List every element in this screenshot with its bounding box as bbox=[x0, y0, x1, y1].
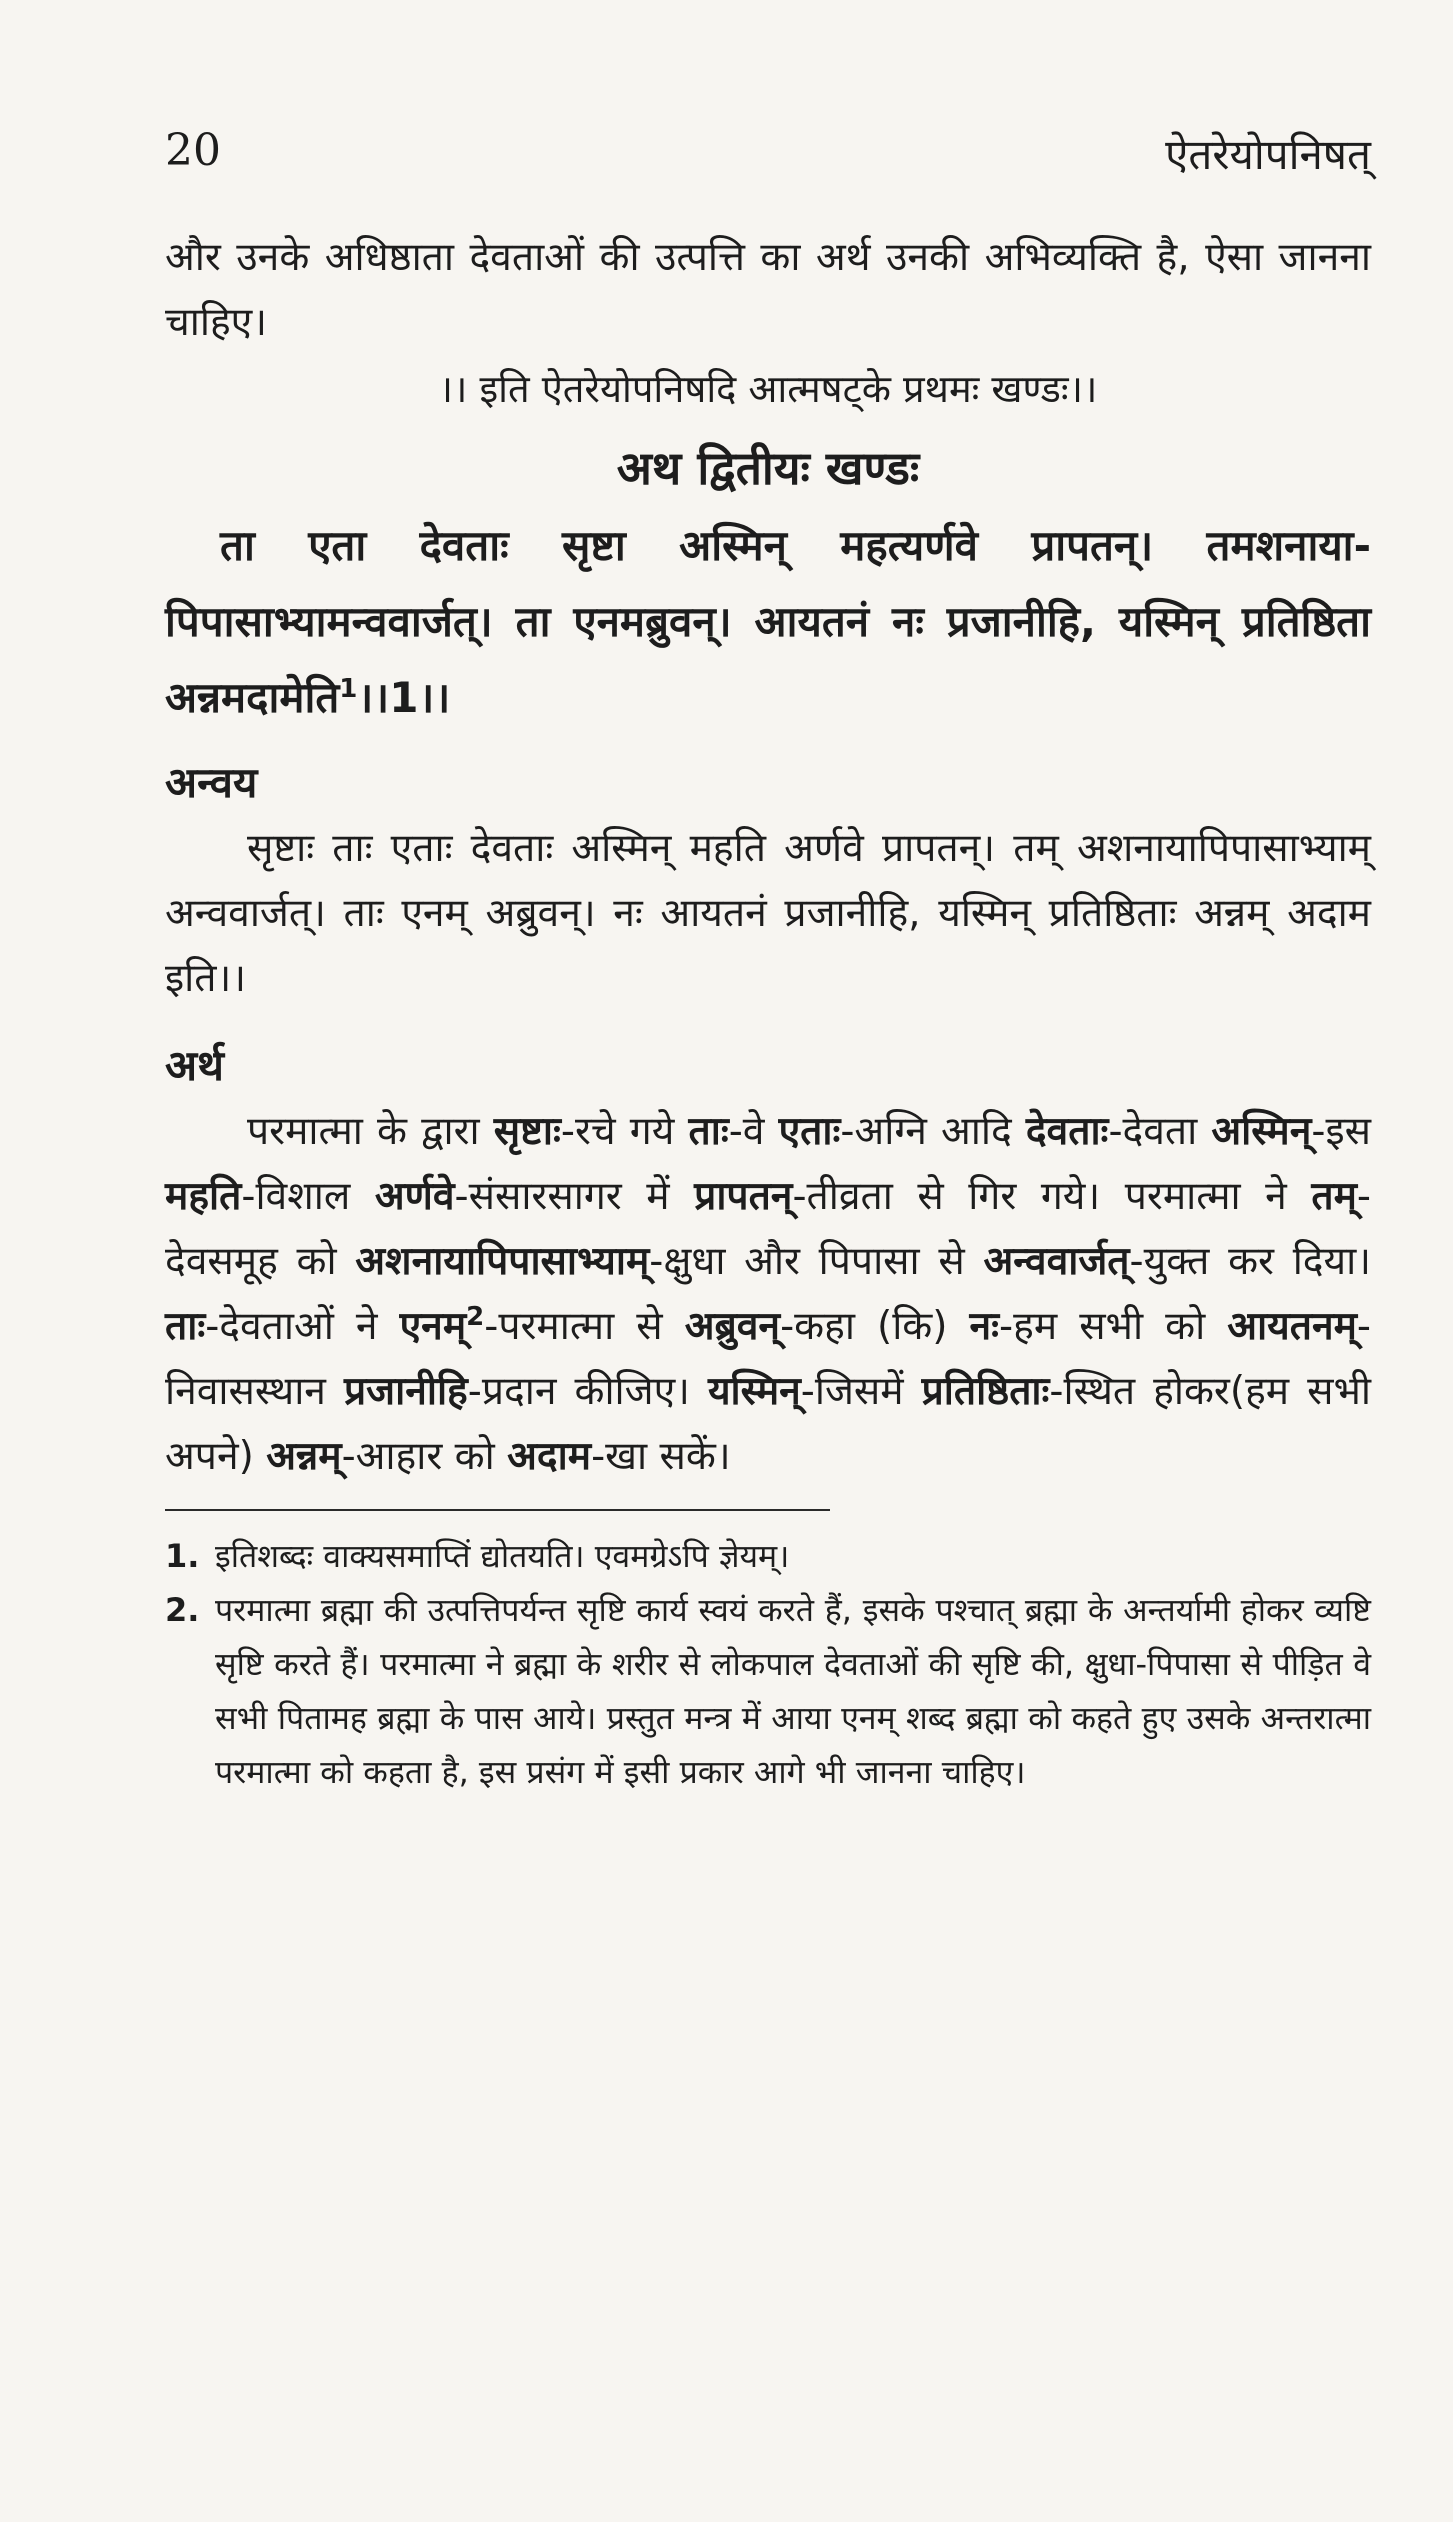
artha-term: तम् bbox=[1311, 1174, 1357, 1219]
artha-term: अशनायापिपासाभ्याम् bbox=[355, 1239, 650, 1284]
footnote-1 bbox=[165, 1529, 1371, 1583]
artha-term: अन्ववार्जत् bbox=[983, 1239, 1130, 1284]
artha-text bbox=[165, 1099, 1371, 1489]
footnote-number: 1. bbox=[165, 1537, 200, 1575]
mantra-text: ता एता देवताः सृष्टा अस्मिन् महत्यर्णवे प्रापतन्। तमशनाया-पिपासाभ्यामन्ववार्जत्। ता एनमब्रुवन्। आयतनं नः प्रजानीहि, यस्मिन् प्रतिष्ठिता अन्नमदामेति bbox=[165, 521, 1371, 722]
artha-term: प्रजानीहि bbox=[343, 1369, 468, 1414]
anvaya-text: सृष्टाः ताः एताः देवताः अस्मिन् महति अर्णवे प्रापतन्। तम् अशनायापिपासाभ्याम् अन्ववार्जत्। ताः एनम् अब्रुवन्। नः आयतनं प्रजानीहि, यस्मिन् प्रतिष्ठिताः अन्नम् अदाम इति।। bbox=[165, 826, 1371, 1001]
artha-term: अदाम bbox=[507, 1434, 592, 1479]
artha-gloss: -देवता bbox=[1108, 1109, 1212, 1154]
artha-gloss: -देवसमूह को bbox=[165, 1174, 1371, 1284]
artha-gloss: -संसारसागर में bbox=[454, 1174, 695, 1219]
footnotes bbox=[165, 1529, 1371, 1799]
artha-gloss: -निवासस्थान bbox=[165, 1304, 1371, 1414]
artha-term: प्रतिष्ठिताः bbox=[921, 1369, 1050, 1414]
artha-term: यस्मिन् bbox=[707, 1369, 801, 1414]
artha-gloss: -जिसमें bbox=[800, 1369, 922, 1414]
artha-term: ताः bbox=[165, 1304, 206, 1349]
artha-term: देवताः bbox=[1025, 1109, 1109, 1154]
artha-gloss: परमात्मा के द्वारा bbox=[247, 1109, 494, 1154]
artha-gloss: -विशाल bbox=[241, 1174, 375, 1219]
artha-term: एताः bbox=[778, 1109, 841, 1154]
artha-term: सृष्टाः bbox=[493, 1109, 561, 1154]
artha-gloss: -परमात्मा से bbox=[484, 1304, 685, 1349]
footnote-number: 2. bbox=[165, 1591, 200, 1629]
footnote-text: इतिशब्दः वाक्यसमाप्तिं द्योतयति। एवमग्रेऽपि ज्ञेयम्। bbox=[215, 1537, 790, 1575]
footnote-divider bbox=[165, 1509, 830, 1511]
page-header bbox=[165, 125, 1371, 195]
section-title: अथ द्वितीयः खण्डः bbox=[616, 441, 920, 495]
artha-term: एनम् bbox=[399, 1304, 467, 1349]
continued-paragraph: और उनके अधिष्ठाता देवताओं की उत्पत्ति का अर्थ उनकी अभिव्यक्ति है, ऐसा जानना चाहिए। bbox=[165, 235, 1371, 345]
artha-gloss: -कहा (कि) bbox=[780, 1304, 970, 1349]
artha-gloss: -अग्नि आदि bbox=[840, 1109, 1026, 1154]
artha-gloss: -हम सभी को bbox=[999, 1304, 1228, 1349]
running-title: ऐतरेयोपनिषत् bbox=[1165, 130, 1371, 179]
artha-gloss: -वे bbox=[728, 1109, 779, 1154]
section-colophon: ।। इति ऐतरेयोपनिषदि आत्मषट्के प्रथमः खण्डः।। bbox=[438, 367, 1098, 411]
mantra-verse bbox=[165, 508, 1371, 736]
footnote-text: परमात्मा ब्रह्मा की उत्पत्तिपर्यन्त सृष्टि कार्य स्वयं करते हैं, इसके पश्चात् ब्रह्मा के अन्तर्यामी होकर व्यष्टि सृष्टि करते हैं। परमात्मा ने ब्रह्मा के शरीर से लोकपाल देवताओं की सृष्टि की, क्षुधा-पिपासा से पीड़ित वे सभी पितामह ब्रह्मा के पास आये। प्रस्तुत मन्त्र में आया एनम् शब्द ब्रह्मा को कहते हुए उसके अन्तरात्मा परमात्मा को कहता है, इस प्रसंग में इसी प्रकार आगे भी जानना चाहिए। bbox=[215, 1591, 1371, 1791]
artha-gloss: -तीव्रता से गिर गये। परमात्मा ने bbox=[792, 1174, 1312, 1219]
artha-term: नः bbox=[969, 1304, 1000, 1349]
page-content bbox=[165, 225, 1371, 1799]
artha-term: अर्णवे bbox=[374, 1174, 455, 1219]
artha-gloss: -इस bbox=[1311, 1109, 1371, 1154]
artha-term: प्रापतन् bbox=[694, 1174, 793, 1219]
artha-term: महति bbox=[165, 1174, 242, 1219]
page-number: 20 bbox=[165, 125, 221, 176]
artha-gloss: -स्थित होकर(हम सभी अपने) bbox=[165, 1369, 1371, 1479]
footnote-ref-1: 1 bbox=[339, 674, 358, 704]
artha-gloss: -देवताओं ने bbox=[205, 1304, 400, 1349]
artha-gloss: -रचे गये bbox=[560, 1109, 689, 1154]
artha-term: अस्मिन् bbox=[1211, 1109, 1312, 1154]
artha-gloss: -युक्त कर दिया। bbox=[1129, 1239, 1371, 1284]
artha-gloss: -आहार को bbox=[341, 1434, 508, 1479]
anvaya-heading: अन्वय bbox=[165, 758, 258, 807]
artha-term: अब्रुवन् bbox=[684, 1304, 781, 1349]
artha-gloss: -क्षुधा और पिपासा से bbox=[649, 1239, 984, 1284]
footnote-ref-2: 2 bbox=[466, 1302, 485, 1332]
artha-gloss: -खा सकें। bbox=[591, 1434, 731, 1479]
artha-term: आयतनम् bbox=[1227, 1304, 1357, 1349]
artha-heading: अर्थ bbox=[165, 1041, 224, 1090]
mantra-end: ।।1।। bbox=[357, 673, 451, 722]
footnote-2 bbox=[165, 1583, 1371, 1799]
artha-term: ताः bbox=[688, 1109, 729, 1154]
artha-gloss: -प्रदान कीजिए। bbox=[467, 1369, 708, 1414]
artha-term: अन्नम् bbox=[266, 1434, 342, 1479]
